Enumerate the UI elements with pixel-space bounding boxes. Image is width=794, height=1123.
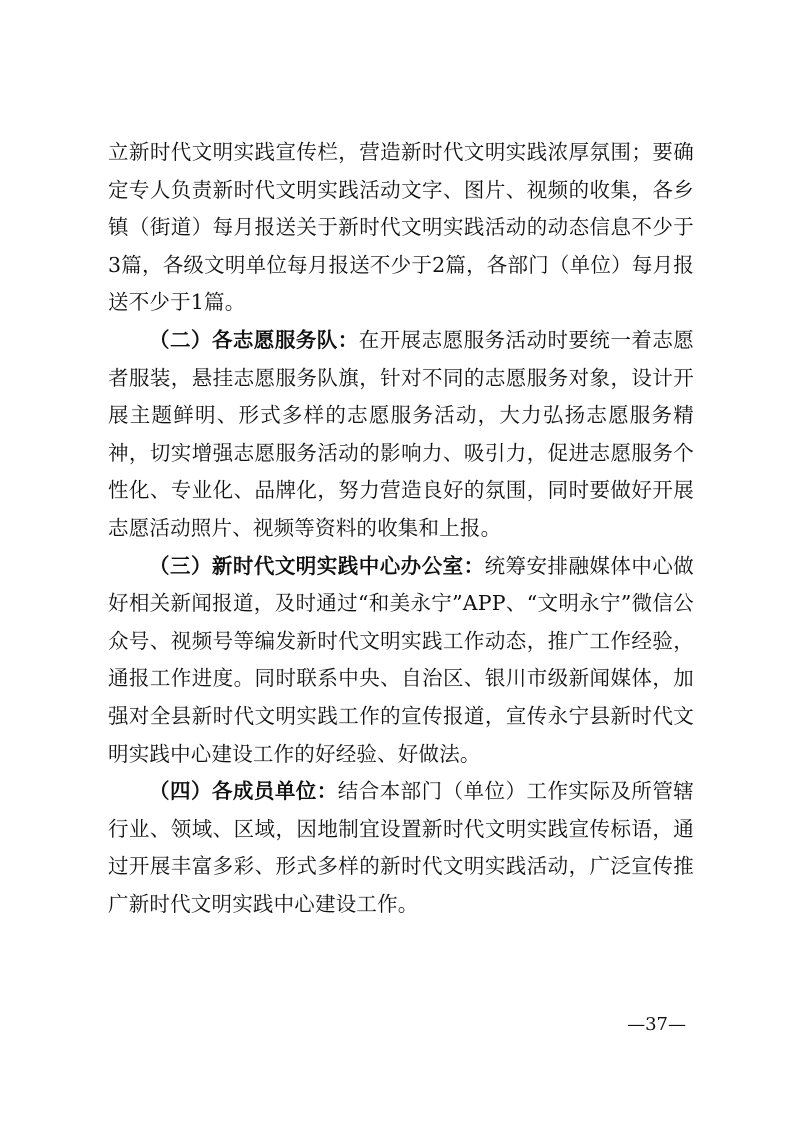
- paragraph-text: 统筹安排融媒体中心做好相关新闻报道，及时通过“和美永宁”APP、“文明永宁”微信公众号、视频号等编发新时代文明实践工作动态，推广工作经验，通报工作进度。同时联系中央、自治区、银川市级新闻媒体，加强对全县新时代文明实践工作的宣传报道，宣传永宁县新时代文明实践中心建设工作的好经验、好做法。: [108, 553, 695, 766]
- paragraph-member-units: [108, 773, 694, 923]
- paragraph-practice-center-office: [108, 548, 694, 774]
- paragraph-heading: （二）各志愿服务队：: [149, 327, 359, 352]
- paragraph-continuation: [108, 134, 694, 322]
- paragraph-heading: （四）各成员单位：: [149, 779, 338, 804]
- paragraph-text: 在开展志愿服务活动时要统一着志愿者服装，悬挂志愿服务队旗，针对不同的志愿服务对象，设计开展主题鲜明、形式多样的志愿服务活动，大力弘扬志愿服务精神，切实增强志愿服务活动的影响力、吸引力，促进志愿服务个性化、专业化、品牌化，努力营造良好的氛围，同时要做好开展志愿活动照片、视频等资料的收集和上报。: [108, 327, 694, 540]
- paragraph-text: 结合本部门（单位）工作实际及所管辖行业、领域、区域，因地制宜设置新时代文明实践宣传标语，通过开展丰富多彩、形式多样的新时代文明实践活动，广泛宣传推广新时代文明实践中心建设工作。: [108, 779, 694, 916]
- page-number: —37—: [627, 1014, 686, 1035]
- document-body: [108, 134, 694, 923]
- paragraph-volunteer-teams: [108, 322, 694, 548]
- paragraph-heading: （三）新时代文明实践中心办公室：: [149, 553, 485, 578]
- paragraph-text: 立新时代文明实践宣传栏，营造新时代文明实践浓厚氛围；要确定专人负责新时代文明实践活动文字、图片、视频的收集，各乡镇（街道）每月报送关于新时代文明实践活动的动态信息不少于3篇，各级文明单位每月报送不少于2篇，各部门（单位）每月报送不少于1篇。: [108, 140, 694, 315]
